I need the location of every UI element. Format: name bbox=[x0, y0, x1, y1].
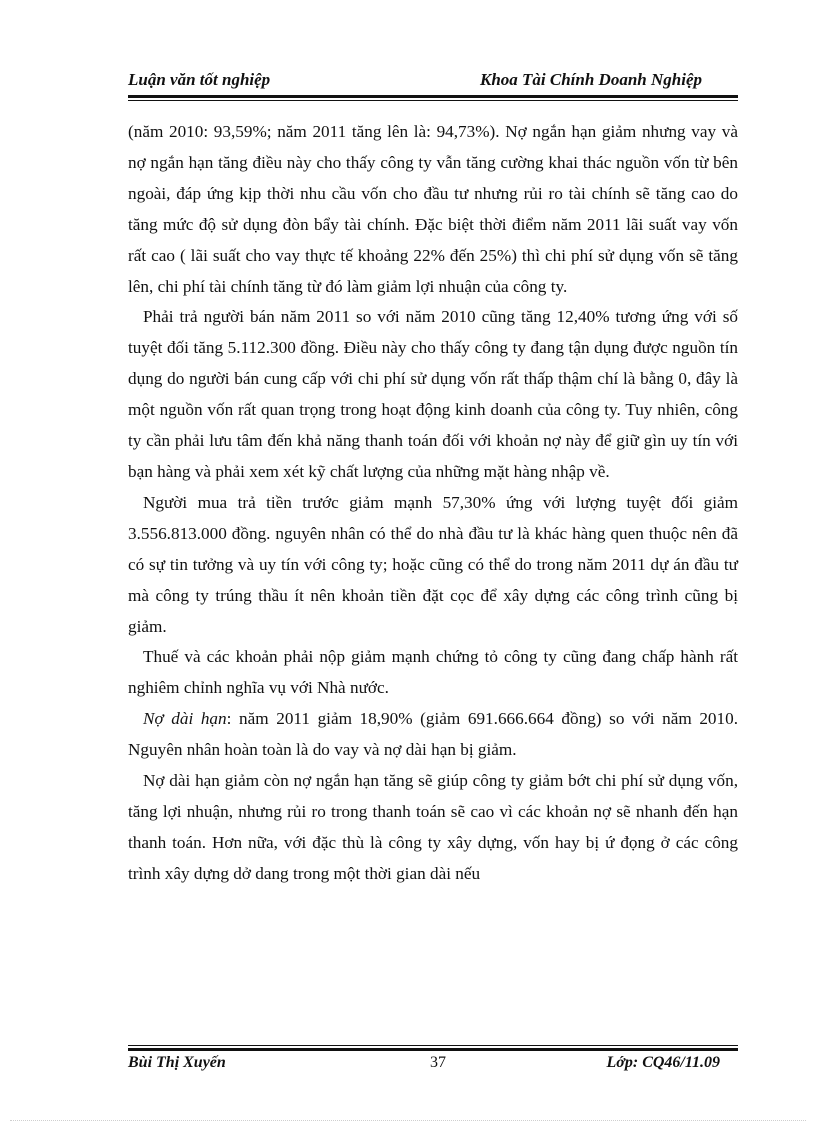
paragraph: (năm 2010: 93,59%; năm 2011 tăng lên là: 94,73%). Nợ ngắn hạn giảm nhưng vay và nợ ngắn hạn tăng điều này cho thấy công ty vẫn tăng cường khai thác nguồn vốn từ bên ngoài, đáp ứng kịp thời nhu cầu vốn cho đầu tư nhưng rủi ro tài chính sẽ tăng cao do tăng mức độ sử dụng đòn bẩy tài chính. Đặc biệt thời điểm năm 2011 lãi suất vay vốn rất cao ( lãi suất cho vay thực tế khoảng 22% đến 25%) thì chi phí sử dụng vốn sẽ tăng lên, chi phí tài chính tăng từ đó làm giảm lợi nhuận của công ty. bbox=[128, 122, 738, 296]
paragraph-long-term-debt bbox=[128, 704, 738, 766]
paragraph: Phải trả người bán năm 2011 so với năm 2010 cũng tăng 12,40% tương ứng với số tuyệt đối tăng 5.112.300 đồng. Điều này cho thấy công ty đang tận dụng được nguồn tín dụng do người bán cung cấp với chi phí sử dụng vốn rất thấp thậm chí là bằng 0, đây là một nguồn vốn rất quan trọng trong hoạt động kinh doanh của công ty. Tuy nhiên, công ty cần phải lưu tâm đến khả năng thanh toán đối với khoản nợ này để giữ gìn uy tín với bạn hàng và phải xem xét kỹ chất lượng của những mặt hàng nhập về. bbox=[128, 307, 738, 481]
author-name: Bùi Thị Xuyến bbox=[128, 1054, 226, 1071]
page-number: 37 bbox=[430, 1054, 446, 1071]
footer-rule-thin bbox=[128, 1045, 738, 1046]
page-edge-divider bbox=[10, 1120, 806, 1121]
paragraph: Người mua trả tiền trước giảm mạnh 57,30% ứng với lượng tuyệt đối giảm 3.556.813.000 đồng. nguyên nhân có thể do nhà đầu tư là khác hàng quen thuộc nên đã có sự tin tưởng và uy tín với công ty; hoặc cũng có thể do trong năm 2011 dự án đầu tư mà công ty trúng thầu ít nên khoản tiền đặt cọc để xây dựng các công trình cũng bị giảm. bbox=[128, 492, 738, 636]
header-rule-thin bbox=[128, 100, 738, 101]
class-label: Lớp: CQ46/11.09 bbox=[606, 1054, 720, 1071]
footer-rule-thick bbox=[128, 1048, 738, 1051]
header-rule-thick bbox=[128, 95, 738, 98]
long-term-debt-label: Nợ dài hạn bbox=[143, 709, 227, 729]
faculty-name: Khoa Tài Chính Doanh Nghiệp bbox=[479, 70, 702, 89]
body-text bbox=[128, 117, 738, 890]
paragraph: Thuế và các khoản phải nộp giảm mạnh chứng tỏ công ty cũng đang chấp hành rất nghiêm chỉnh nghĩa vụ với Nhà nước. bbox=[128, 647, 738, 698]
thesis-title: Luận văn tốt nghiệp bbox=[128, 70, 271, 89]
page-footer bbox=[128, 1054, 738, 1078]
paragraph: Nợ dài hạn giảm còn nợ ngắn hạn tăng sẽ giúp công ty giảm bớt chi phí sử dụng vốn, tăng lợi nhuận, nhưng rủi ro trong thanh toán sẽ cao vì các khoản nợ sẽ nhanh đến hạn thanh toán. Hơn nữa, với đặc thù là công ty xây dựng, vốn hay bị ứ đọng ở các công trình xây dựng dở dang trong một thời gian dài nếu bbox=[128, 771, 738, 883]
long-term-debt-text: : năm 2011 giảm 18,90% (giảm 691.666.664 đồng) so với năm 2010. Nguyên nhân hoàn toàn là do vay và nợ dài hạn bị giảm. bbox=[128, 709, 738, 760]
page-header bbox=[128, 70, 738, 94]
